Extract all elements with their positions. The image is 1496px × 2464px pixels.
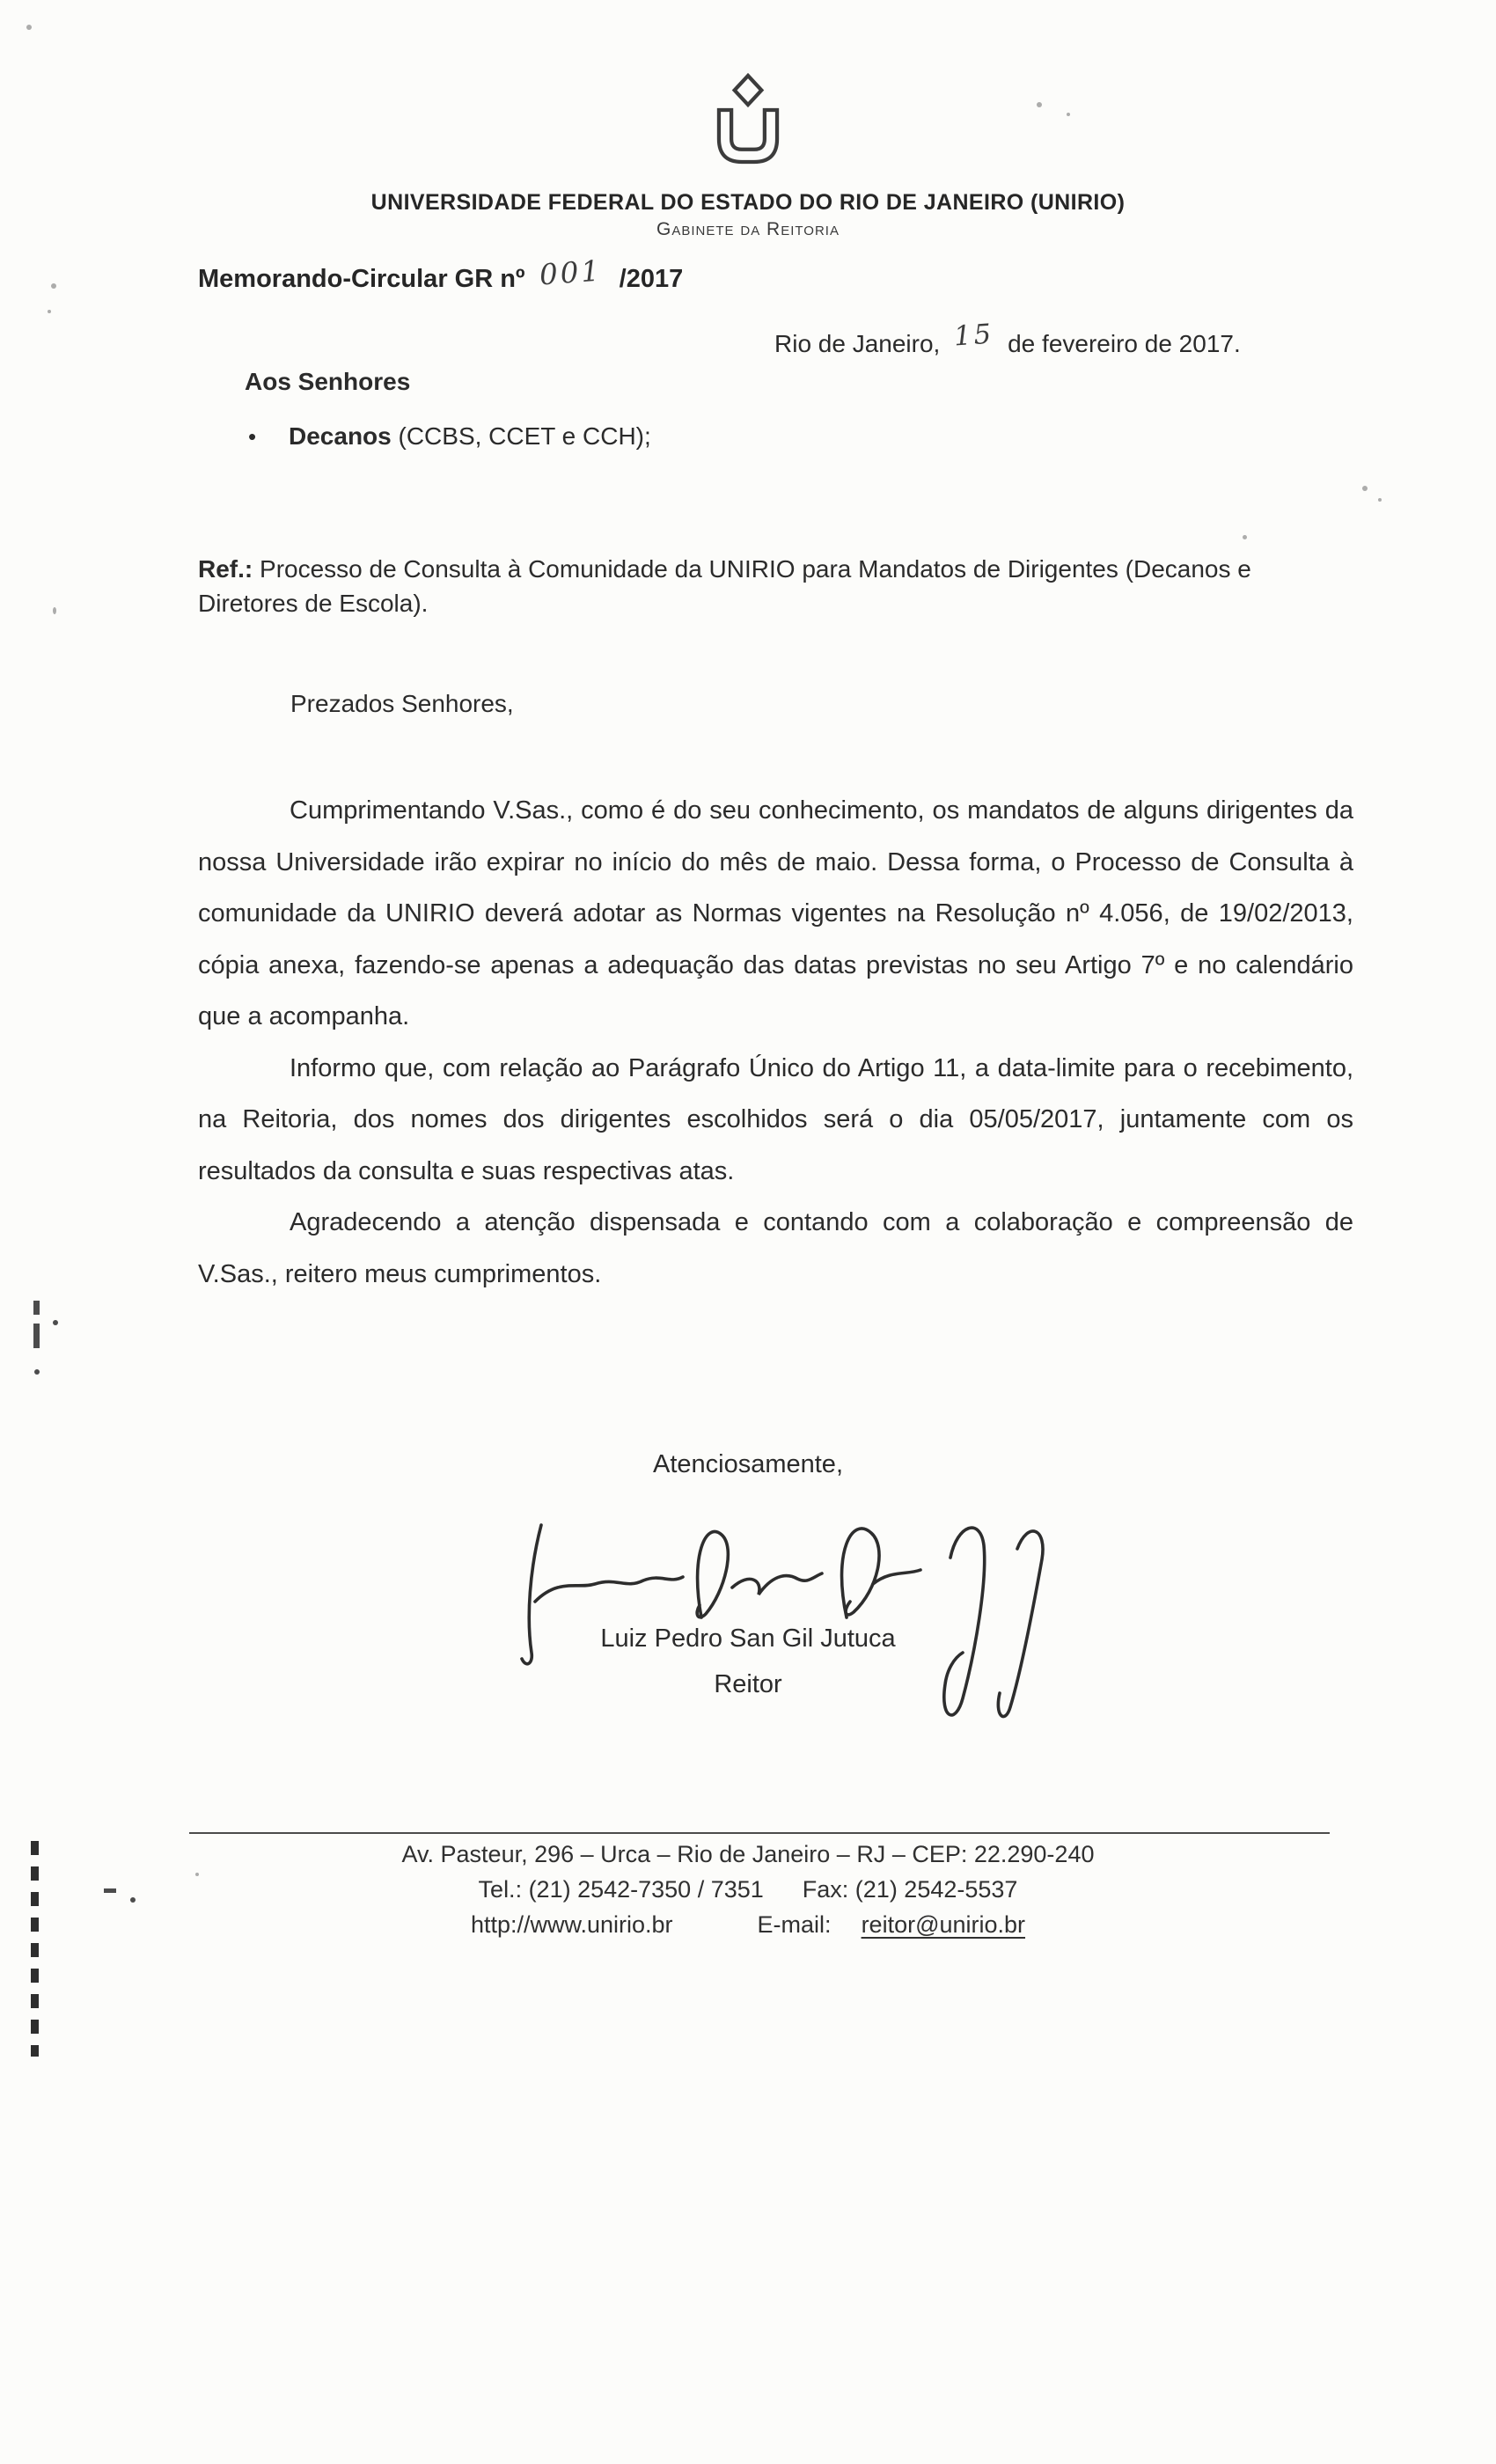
- body-paragraph: Informo que, com relação ao Parágrafo Único do Artigo 11, a data-limite para o recebimento, na Reitoria, dos nomes dos dirigentes escolhidos será o dia 05/05/2017, juntamente com os resultados da consulta e suas respectivas atas.: [198, 1053, 1353, 1185]
- bullet-icon: •: [248, 423, 257, 450]
- scan-artifact: [130, 1897, 136, 1903]
- footer-email-label: E-mail:: [757, 1911, 832, 1938]
- body-paragraph: Agradecendo a atenção dispensada e contando com a colaboração e compreensão de V.Sas., reitero meus cumprimentos.: [198, 1208, 1353, 1288]
- footer-divider: [189, 1832, 1330, 1834]
- date-line: [774, 318, 1241, 359]
- scan-artifact: [33, 1301, 40, 1315]
- footer-website: http://www.unirio.br: [470, 1911, 673, 1938]
- scan-artifact: [26, 25, 32, 30]
- scan-artifact: [53, 1320, 58, 1325]
- memo-year: /2017: [619, 265, 684, 293]
- recipients-salutation: Aos Senhores: [245, 368, 411, 395]
- university-name: UNIVERSIDADE FEDERAL DO ESTADO DO RIO DE JANEIRO (UNIRIO): [370, 190, 1126, 215]
- recipient-item: [248, 422, 651, 451]
- office-name: Gabinete da Reitoria: [656, 219, 840, 239]
- scan-artifact: [1362, 486, 1368, 491]
- scan-artifact: [53, 607, 56, 614]
- date-prefix: Rio de Janeiro,: [774, 330, 941, 357]
- scan-artifact: [51, 283, 56, 289]
- letter-body: [198, 785, 1353, 1300]
- reference-text: Processo de Consulta à Comunidade da UNIRIO para Mandatos de Dirigentes (Decanos e Diretores de Escola).: [198, 555, 1251, 617]
- footer-tel: Tel.: (21) 2542-7350 / 7351: [478, 1876, 764, 1903]
- footer-fax: Fax: (21) 2542-5537: [802, 1876, 1018, 1903]
- footer-contact: [0, 1911, 1496, 1939]
- scan-artifact: [1037, 102, 1042, 107]
- document-header: [0, 72, 1496, 240]
- body-paragraph: Cumprimentando V.Sas., como é do seu conhecimento, os mandatos de alguns dirigentes da nossa Universidade irão expirar no início do mês de maio. Dessa forma, o Processo de Consulta à comunidade da UNIRIO deverá adotar as Normas vigentes na Resolução nº 4.056, de 19/02/2013, cópia anexa, fazendo-se apenas a adequação das datas previstas no seu Artigo 7º e no calendário que a acompanha.: [198, 796, 1353, 1030]
- scan-artifact: [31, 1841, 39, 2057]
- signature-image: [493, 1485, 1074, 1749]
- signer-name: Luiz Pedro San Gil Jutuca: [600, 1624, 896, 1653]
- memo-number-handwritten: 001: [538, 253, 603, 292]
- scan-artifact: [34, 1369, 40, 1375]
- scan-artifact: [1243, 535, 1247, 539]
- greeting: Prezados Senhores,: [290, 690, 514, 717]
- date-suffix: de fevereiro de 2017.: [1008, 330, 1241, 357]
- memo-number-line: [198, 253, 684, 294]
- scan-artifact: [1378, 498, 1382, 502]
- reference-label: Ref.:: [198, 555, 253, 583]
- recipient-detail: (CCBS, CCET e CCH);: [391, 422, 651, 450]
- signer-title: Reitor: [714, 1670, 782, 1698]
- closing-salutation: Atenciosamente,: [652, 1450, 843, 1478]
- recipient-name: Decanos: [289, 422, 392, 450]
- scan-artifact: [104, 1888, 116, 1893]
- memo-label: Memorando-Circular GR nº: [198, 265, 525, 293]
- scan-artifact: [33, 1324, 40, 1348]
- footer-address: Av. Pasteur, 296 – Urca – Rio de Janeiro – RJ – CEP: 22.290-240: [401, 1841, 1095, 1867]
- scan-artifact: [195, 1873, 199, 1876]
- scan-artifact: [48, 310, 51, 313]
- unirio-logo-icon: [696, 72, 800, 183]
- date-day-handwritten: 15: [952, 318, 995, 353]
- footer-email: reitor@unirio.br: [861, 1911, 1026, 1938]
- footer-phones: [0, 1876, 1496, 1903]
- reference-line: [198, 553, 1355, 620]
- scan-artifact: [1067, 113, 1070, 116]
